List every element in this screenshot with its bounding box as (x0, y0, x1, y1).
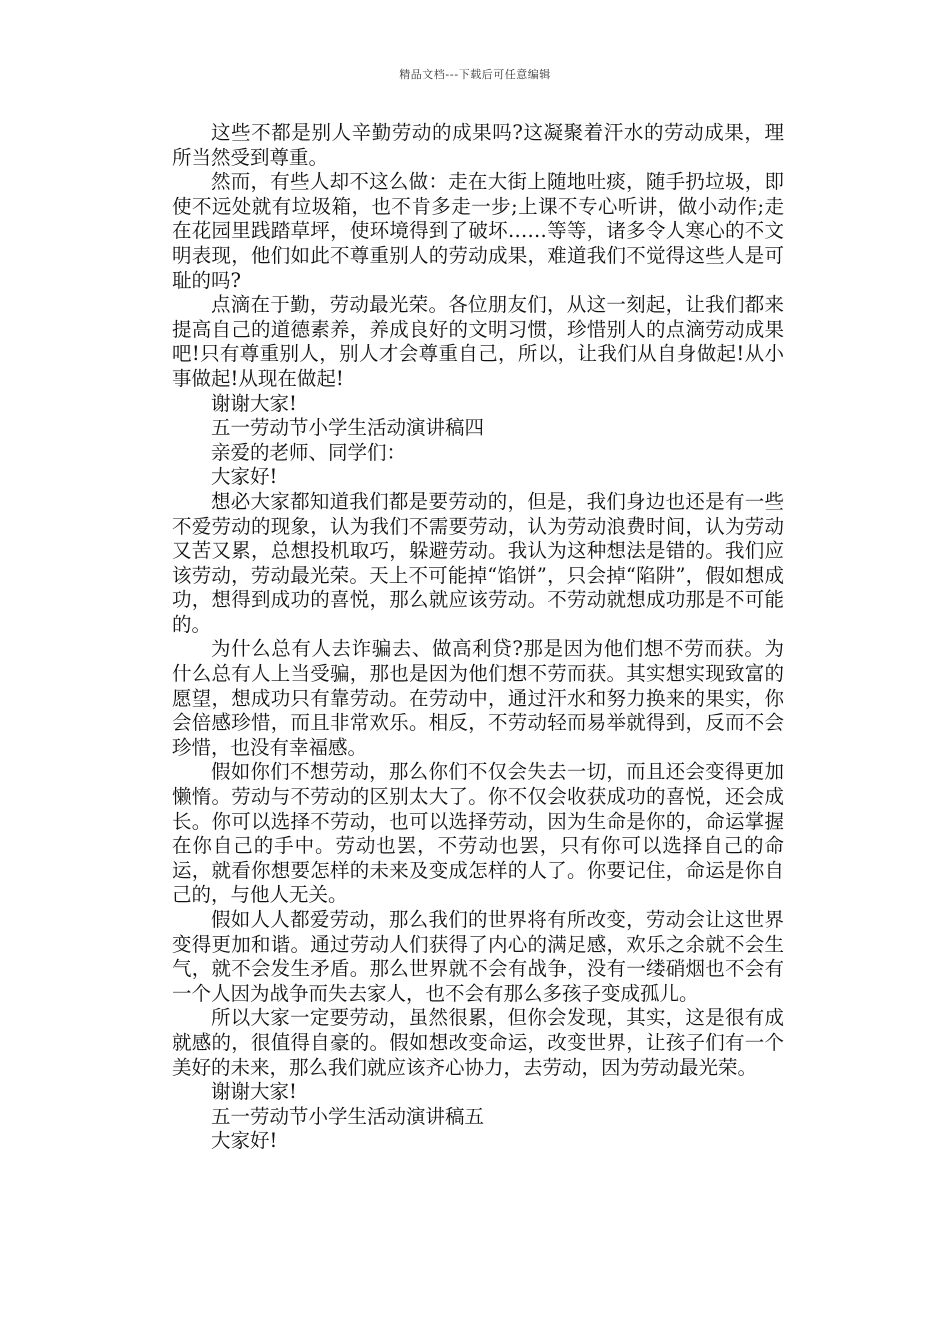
paragraph: 然而，有些人却不这么做：走在大街上随地吐痰，随手扔垃圾，即使不远处就有垃圾箱，也不肯多走一步;上课不专心听讲，做小动作;走在花园里践踏草坪，使环境得到了破坏……等等，诸多令人寒心的不文明表现，他们如此不尊重别人的劳动成果，难道我们不觉得这些人是可耻的吗? (172, 170, 784, 292)
paragraph: 所以大家一定要劳动，虽然很累，但你会发现，其实，这是很有成就感的，很值得自豪的。假如想改变命运，改变世界，让孩子们有一个美好的未来，那么我们就应该齐心协力，去劳动，因为劳动最光荣。 (172, 1006, 784, 1079)
closing-line: 谢谢大家! (211, 1080, 297, 1104)
page-header: 精品文档---下载后可任意编辑 (399, 68, 551, 81)
closing-line: 谢谢大家! (211, 391, 297, 415)
paragraph: 这些不都是别人辛勤劳动的成果吗?这凝聚着汗水的劳动成果，理所当然受到尊重。 (172, 121, 784, 169)
paragraph: 想必大家都知道我们都是要劳动的，但是，我们身边也还是有一些不爱劳动的现象，认为我们不需要劳动，认为劳动浪费时间，认为劳动又苦又累，总想投机取巧，躲避劳动。我认为这种想法是错的。我们应该劳动，劳动最光荣。天上不可能掉“馅饼”，只会掉“陷阱”，假如想成功，想得到成功的喜悦，那么就应该劳动。不劳动就想成功那是不可能的。 (172, 489, 784, 636)
greeting: 大家好! (211, 1129, 278, 1153)
paragraph: 点滴在于勤，劳动最光荣。各位朋友们，从这一刻起，让我们都来提高自己的道德素养，养成良好的文明习惯，珍惜别人的点滴劳动成果吧!只有尊重别人，别人才会尊重自己，所以，让我们从自身做起!从小事做起!从现在做起! (172, 293, 784, 390)
section-title: 五一劳动节小学生活动演讲稿五 (211, 1104, 485, 1128)
greeting: 大家好! (211, 465, 278, 489)
paragraph: 假如人人都爱劳动，那么我们的世界将有所改变，劳动会让这世界变得更加和谐。通过劳动人们获得了内心的满足感，欢乐之余就不会生气，就不会发生矛盾。那么世界就不会有战争，没有一缕硝烟也不会有一个人因为战争而失去家人，也不会有那么多孩子变成孤儿。 (172, 908, 784, 1005)
paragraph: 假如你们不想劳动，那么你们不仅会失去一切，而且还会变得更加懒惰。劳动与不劳动的区别太大了。你不仅会收获成功的喜悦，还会成长。你可以选择不劳动，也可以选择劳动，因为生命是你的，命运掌握在你自己的手中。劳动也罢，不劳动也罢，只有你可以选择自己的命运，就看你想要怎样的未来及变成怎样的人了。你要记住，命运是你自己的，与他人无关。 (172, 760, 784, 907)
paragraph: 为什么总有人去诈骗去、做高利贷?那是因为他们想不劳而获。为什么总有人上当受骗，那也是因为他们想不劳而获。其实想实现致富的愿望，想成功只有靠劳动。在劳动中，通过汗水和努力换来的果实，你会倍感珍惜，而且非常欢乐。相反，不劳动轻而易举就得到，反而不会珍惜，也没有幸福感。 (172, 637, 784, 759)
salutation: 亲爱的老师、同学们： (211, 440, 407, 464)
section-title: 五一劳动节小学生活动演讲稿四 (211, 416, 485, 440)
document-body (172, 121, 784, 1154)
